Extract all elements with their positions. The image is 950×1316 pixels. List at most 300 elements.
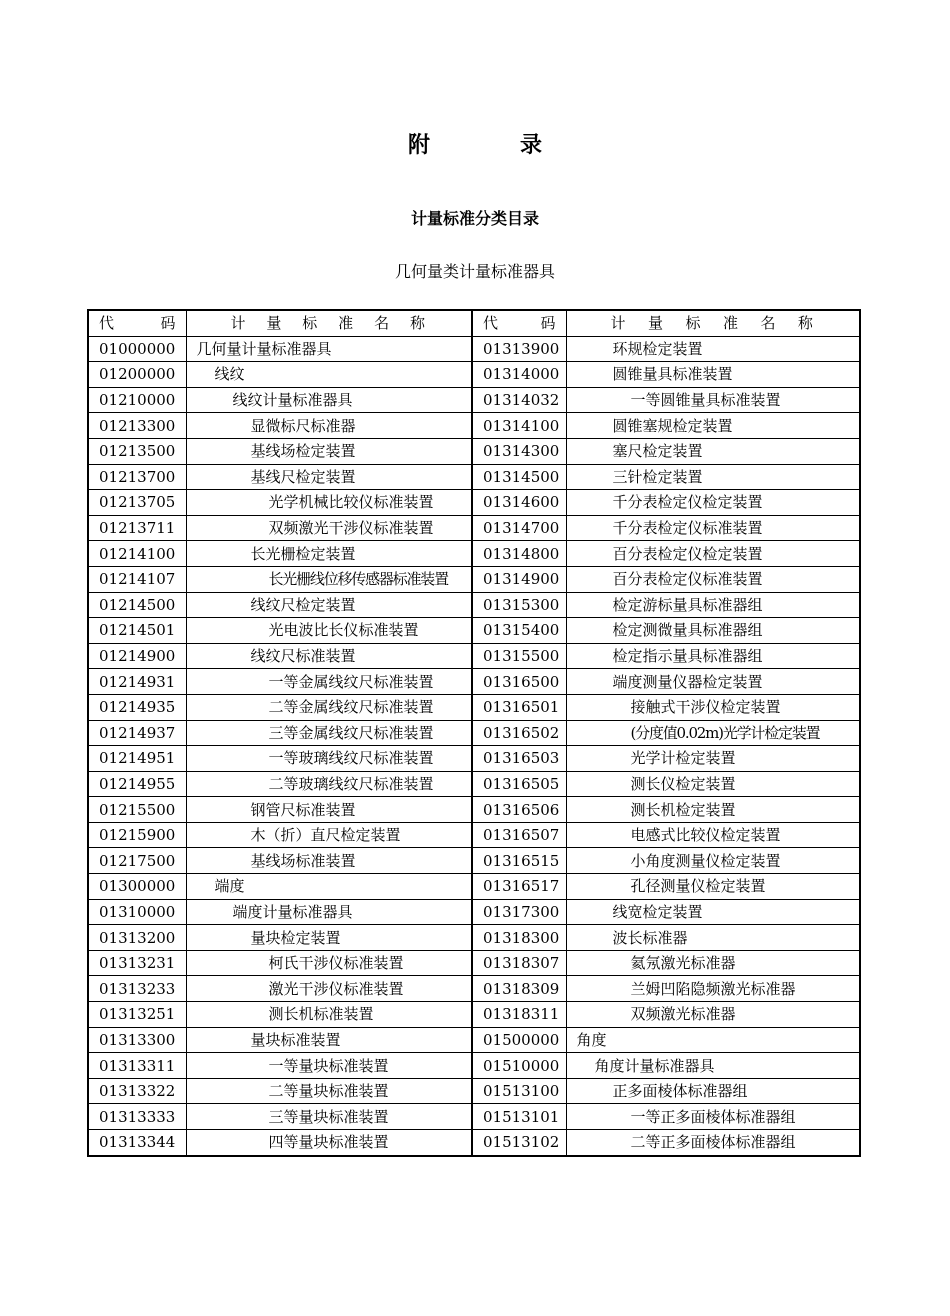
- right-code-cell: [472, 541, 566, 567]
- right-name-text: 光学计检定装置: [630, 749, 736, 768]
- table-row: [88, 592, 860, 618]
- right-code-cell: [472, 1002, 566, 1028]
- table-row: [88, 874, 860, 900]
- table-row: [88, 464, 860, 490]
- left-code-text: 01214501: [99, 621, 176, 640]
- table-row: [88, 899, 860, 925]
- left-name-text: 钢管尺标准装置: [250, 800, 356, 819]
- right-name-cell: [566, 592, 860, 618]
- right-code-text: 01318307: [483, 954, 560, 973]
- table-row: [88, 1130, 860, 1156]
- left-code-cell: [88, 822, 186, 848]
- left-code-text: 01214931: [99, 672, 176, 691]
- left-name-cell: [186, 976, 472, 1002]
- left-name-cell: [186, 720, 472, 746]
- left-name-text: 长光栅检定装置: [250, 544, 356, 563]
- right-name-cell: [566, 1078, 860, 1104]
- section-heading: 几何量类计量标准器具: [394, 262, 555, 281]
- right-name-text: 百分表检定仪标准装置: [612, 570, 763, 589]
- right-code-cell: [472, 1053, 566, 1079]
- left-name-text: 双频激光干涉仪标准装置: [268, 519, 434, 538]
- right-name-cell: [566, 515, 860, 541]
- table-row: [88, 515, 860, 541]
- left-name-cell: [186, 464, 472, 490]
- left-name-text: 线纹尺标准装置: [250, 647, 356, 666]
- left-code-cell: [88, 541, 186, 567]
- left-name-cell: [186, 515, 472, 541]
- left-name-text: 量块标准装置: [250, 1030, 341, 1049]
- left-code-text: 01313231: [99, 954, 176, 973]
- right-code-text: 01314032: [483, 391, 560, 410]
- header-char: 码: [540, 314, 556, 333]
- right-name-text: 检定测微量具标准器组: [612, 621, 763, 640]
- left-name-text: 长光栅线位移传感器标准装置: [268, 570, 448, 589]
- left-code-cell: [88, 1002, 186, 1028]
- right-name-cell: [566, 694, 860, 720]
- left-code-text: 01213700: [99, 467, 176, 486]
- table-row: [88, 669, 860, 695]
- right-code-text: 01314700: [483, 519, 560, 538]
- right-name-text: 一等正多面棱体标准器组: [630, 1107, 796, 1126]
- left-name-cell: [186, 874, 472, 900]
- right-code-text: 01315300: [483, 595, 560, 614]
- right-code-text: 01314000: [483, 365, 560, 384]
- left-code-text: 01215500: [99, 800, 176, 819]
- left-name-text: 线纹计量标准器具: [232, 391, 353, 410]
- table-row: [88, 797, 860, 823]
- left-name-cell: [186, 1002, 472, 1028]
- right-code-cell: [472, 1027, 566, 1053]
- right-name-text: 测长仪检定装置: [630, 774, 736, 793]
- right-name-cell: [566, 976, 860, 1002]
- right-name-cell: [566, 490, 860, 516]
- right-code-cell: [472, 976, 566, 1002]
- right-name-text: 圆锥塞规检定装置: [612, 416, 733, 435]
- header-char: 计: [230, 314, 246, 333]
- right-code-text: 01314500: [483, 467, 560, 486]
- left-code-text: 01214955: [99, 774, 176, 793]
- left-code-cell: [88, 566, 186, 592]
- right-name-cell: [566, 438, 860, 464]
- table-row: [88, 618, 860, 644]
- right-name-cell: [566, 1104, 860, 1130]
- left-code-text: 01313200: [99, 928, 176, 947]
- left-code-text: 01214500: [99, 595, 176, 614]
- left-name-text: 光学机械比较仪标准装置: [268, 493, 434, 512]
- right-code-text: 01316506: [483, 800, 560, 819]
- left-name-cell: [186, 1053, 472, 1079]
- right-code-text: 01513100: [483, 1082, 560, 1101]
- right-name-cell: [566, 797, 860, 823]
- right-code-text: 01315500: [483, 647, 560, 666]
- left-code-text: 01213300: [99, 416, 176, 435]
- right-code-cell: [472, 566, 566, 592]
- right-code-text: 01313900: [483, 339, 560, 358]
- header-char: 称: [409, 314, 425, 333]
- left-code-text: 01313311: [99, 1056, 176, 1075]
- right-name-text: 氦氖激光标准器: [630, 954, 736, 973]
- right-code-text: 01513102: [483, 1133, 560, 1152]
- right-code-text: 01314900: [483, 570, 560, 589]
- right-name-text: 三针检定装置: [612, 467, 703, 486]
- appendix-title: 附 录: [407, 133, 576, 158]
- left-name-text: 三等金属线纹尺标准装置: [268, 723, 434, 742]
- left-name-text: 三等量块标准装置: [268, 1107, 389, 1126]
- right-code-text: 01318300: [483, 928, 560, 947]
- left-code-cell: [88, 694, 186, 720]
- header-char: 称: [797, 314, 813, 333]
- right-code-cell: [472, 464, 566, 490]
- left-name-cell: [186, 1130, 472, 1156]
- right-code-cell: [472, 874, 566, 900]
- right-code-text: 01318311: [483, 1005, 560, 1024]
- right-code-cell: [472, 387, 566, 413]
- left-name-text: 测长机标准装置: [268, 1005, 374, 1024]
- left-code-text: 01313251: [99, 1005, 176, 1024]
- header-char: 码: [160, 314, 176, 333]
- table-row: [88, 1053, 860, 1079]
- right-name-cell: [566, 336, 860, 362]
- left-code-text: 01313233: [99, 979, 176, 998]
- left-name-text: 量块检定装置: [250, 928, 341, 947]
- right-name-text: 端度测量仪器检定装置: [612, 672, 763, 691]
- catalog-subtitle: 计量标准分类目录: [410, 209, 539, 228]
- right-name-cell: [566, 566, 860, 592]
- table-row: [88, 643, 860, 669]
- right-code-cell: [472, 925, 566, 951]
- right-code-text: 01315400: [483, 621, 560, 640]
- left-code-cell: [88, 771, 186, 797]
- left-code-cell: [88, 950, 186, 976]
- right-code-text: 01513101: [483, 1107, 560, 1126]
- left-name-text: 二等玻璃线纹尺标准装置: [268, 774, 434, 793]
- right-name-cell: [566, 771, 860, 797]
- header-char: 计: [610, 314, 626, 333]
- left-code-text: 01210000: [99, 391, 176, 410]
- left-name-cell: [186, 592, 472, 618]
- right-name-cell: [566, 387, 860, 413]
- right-code-cell: [472, 899, 566, 925]
- right-name-cell: [566, 925, 860, 951]
- left-name-text: 一等量块标准装置: [268, 1056, 389, 1075]
- right-code-cell: [472, 950, 566, 976]
- left-code-text: 01313300: [99, 1030, 176, 1049]
- right-code-cell: [472, 797, 566, 823]
- left-name-cell: [186, 1104, 472, 1130]
- table-row: [88, 413, 860, 439]
- left-name-cell: [186, 336, 472, 362]
- left-name-cell: [186, 541, 472, 567]
- left-name-cell: [186, 643, 472, 669]
- right-code-text: 01314800: [483, 544, 560, 563]
- table-row: [88, 848, 860, 874]
- left-name-text: 基线尺检定装置: [250, 467, 356, 486]
- table-row: [88, 1027, 860, 1053]
- left-code-text: 01313322: [99, 1082, 176, 1101]
- left-code-text: 01214951: [99, 749, 176, 768]
- right-name-text: 塞尺检定装置: [612, 442, 703, 461]
- right-name-cell: [566, 1053, 860, 1079]
- right-name-cell: [566, 413, 860, 439]
- header-char: 代: [99, 314, 115, 333]
- left-name-text: 端度: [214, 877, 245, 896]
- table-row: [88, 950, 860, 976]
- right-name-text: 正多面棱体标准器组: [612, 1082, 748, 1101]
- right-code-cell: [472, 771, 566, 797]
- left-name-cell: [186, 566, 472, 592]
- left-code-cell: [88, 1027, 186, 1053]
- header-name-right: [566, 310, 860, 336]
- right-code-text: 01314100: [483, 416, 560, 435]
- right-name-text: 检定游标量具标准器组: [612, 595, 763, 614]
- right-name-text: 百分表检定仪检定装置: [612, 544, 763, 563]
- table-row: [88, 1104, 860, 1130]
- left-code-cell: [88, 669, 186, 695]
- right-name-cell: [566, 746, 860, 772]
- right-code-text: 01316515: [483, 851, 560, 870]
- right-name-text: 千分表检定仪检定装置: [612, 493, 763, 512]
- right-name-cell: [566, 618, 860, 644]
- left-code-cell: [88, 1078, 186, 1104]
- right-name-text: 角度计量标准器具: [594, 1056, 715, 1075]
- right-name-cell: [566, 464, 860, 490]
- left-name-cell: [186, 848, 472, 874]
- left-name-text: 一等玻璃线纹尺标准装置: [268, 749, 434, 768]
- right-code-cell: [472, 438, 566, 464]
- right-code-cell: [472, 362, 566, 388]
- header-char: 准: [338, 314, 354, 333]
- left-code-cell: [88, 438, 186, 464]
- right-code-text: 01316505: [483, 774, 560, 793]
- right-code-cell: [472, 618, 566, 644]
- table-row: [88, 720, 860, 746]
- right-name-text: 环规检定装置: [612, 339, 703, 358]
- left-name-cell: [186, 771, 472, 797]
- left-code-cell: [88, 592, 186, 618]
- table-row: [88, 822, 860, 848]
- left-code-text: 01214100: [99, 544, 176, 563]
- left-name-text: 端度计量标准器具: [232, 902, 353, 921]
- right-name-cell: [566, 669, 860, 695]
- left-code-cell: [88, 387, 186, 413]
- right-code-text: 01500000: [483, 1030, 560, 1049]
- table-row: [88, 438, 860, 464]
- right-name-cell: [566, 822, 860, 848]
- left-name-cell: [186, 438, 472, 464]
- table-row: [88, 925, 860, 951]
- right-name-text: (分度值0.02m)光学计检定装置: [630, 723, 820, 742]
- right-name-cell: [566, 541, 860, 567]
- left-name-cell: [186, 1078, 472, 1104]
- left-name-cell: [186, 822, 472, 848]
- header-char: 名: [760, 314, 776, 333]
- right-name-cell: [566, 1002, 860, 1028]
- table-body: [88, 336, 860, 1156]
- right-code-text: 01316503: [483, 749, 560, 768]
- left-code-text: 01213705: [99, 493, 176, 512]
- standards-table: [87, 309, 861, 1157]
- right-name-cell: [566, 1130, 860, 1156]
- left-name-text: 二等金属线纹尺标准装置: [268, 698, 434, 717]
- left-name-cell: [186, 950, 472, 976]
- left-code-cell: [88, 797, 186, 823]
- right-code-cell: [472, 413, 566, 439]
- right-code-cell: [472, 822, 566, 848]
- left-code-cell: [88, 848, 186, 874]
- header-char: 准: [722, 314, 738, 333]
- left-name-text: 线纹: [214, 365, 245, 384]
- right-code-cell: [472, 1130, 566, 1156]
- right-code-cell: [472, 1104, 566, 1130]
- left-code-text: 01214107: [99, 570, 176, 589]
- right-name-cell: [566, 1027, 860, 1053]
- left-code-text: 01213711: [99, 519, 176, 538]
- left-code-cell: [88, 336, 186, 362]
- right-name-text: 二等正多面棱体标准器组: [630, 1133, 796, 1152]
- right-code-text: 01314600: [483, 493, 560, 512]
- left-name-cell: [186, 899, 472, 925]
- right-name-cell: [566, 362, 860, 388]
- left-name-text: 木（折）直尺检定装置: [250, 826, 401, 845]
- right-name-text: 测长机检定装置: [630, 800, 736, 819]
- left-code-cell: [88, 1053, 186, 1079]
- left-code-cell: [88, 976, 186, 1002]
- right-name-text: 兰姆凹陷隐频激光标准器: [630, 979, 796, 998]
- left-name-cell: [186, 618, 472, 644]
- left-name-cell: [186, 797, 472, 823]
- right-name-text: 波长标准器: [612, 928, 688, 947]
- right-code-text: 01317300: [483, 902, 560, 921]
- left-name-text: 二等量块标准装置: [268, 1082, 389, 1101]
- header-code-left: [88, 310, 186, 336]
- header-char: 名: [374, 314, 390, 333]
- right-code-text: 01316507: [483, 826, 560, 845]
- right-code-text: 01316501: [483, 698, 560, 717]
- right-name-cell: [566, 899, 860, 925]
- left-code-text: 01214900: [99, 647, 176, 666]
- right-name-text: 一等圆锥量具标准装置: [630, 391, 781, 410]
- right-name-text: 电感式比较仪检定装置: [630, 826, 781, 845]
- left-code-cell: [88, 899, 186, 925]
- left-code-cell: [88, 874, 186, 900]
- right-code-text: 01316517: [483, 877, 560, 896]
- right-code-text: 01314300: [483, 442, 560, 461]
- right-name-text: 检定指示量具标准器组: [612, 647, 763, 666]
- left-name-text: 光电波比长仪标准装置: [268, 621, 419, 640]
- left-name-text: 线纹尺检定装置: [250, 595, 356, 614]
- header-char: 量: [647, 314, 663, 333]
- left-code-text: 01217500: [99, 851, 176, 870]
- left-code-text: 01214935: [99, 698, 176, 717]
- right-name-cell: [566, 950, 860, 976]
- table-row: [88, 746, 860, 772]
- left-name-text: 一等金属线纹尺标准装置: [268, 672, 434, 691]
- right-code-cell: [472, 694, 566, 720]
- right-name-text: 孔径测量仪检定装置: [630, 877, 766, 896]
- left-code-cell: [88, 720, 186, 746]
- header-char: 代: [483, 314, 499, 333]
- table-row: [88, 541, 860, 567]
- right-name-cell: [566, 874, 860, 900]
- left-name-text: 四等量块标准装置: [268, 1133, 389, 1152]
- table-row: [88, 336, 860, 362]
- left-code-text: 01213500: [99, 442, 176, 461]
- left-name-cell: [186, 387, 472, 413]
- left-code-text: 01215900: [99, 826, 176, 845]
- right-name-text: 圆锥量具标准装置: [612, 365, 733, 384]
- right-code-text: 01316502: [483, 723, 560, 742]
- table-row: [88, 362, 860, 388]
- right-code-cell: [472, 643, 566, 669]
- right-name-text: 双频激光标准器: [630, 1005, 736, 1024]
- right-code-cell: [472, 746, 566, 772]
- table-row: [88, 1002, 860, 1028]
- right-name-cell: [566, 848, 860, 874]
- left-code-text: 01310000: [99, 902, 176, 921]
- table-row: [88, 566, 860, 592]
- left-name-cell: [186, 694, 472, 720]
- right-code-cell: [472, 848, 566, 874]
- left-name-text: 柯氏干涉仪标准装置: [268, 954, 404, 973]
- left-code-cell: [88, 1130, 186, 1156]
- right-code-cell: [472, 592, 566, 618]
- left-name-cell: [186, 490, 472, 516]
- right-code-text: 01510000: [483, 1056, 560, 1075]
- header-char: 标: [302, 314, 318, 333]
- table-row: [88, 771, 860, 797]
- table-row: [88, 387, 860, 413]
- header-code-right: [472, 310, 566, 336]
- left-name-cell: [186, 925, 472, 951]
- right-code-text: 01318309: [483, 979, 560, 998]
- right-code-cell: [472, 336, 566, 362]
- header-name-left: [186, 310, 472, 336]
- left-code-cell: [88, 362, 186, 388]
- table-row: [88, 1078, 860, 1104]
- right-code-cell: [472, 1078, 566, 1104]
- left-code-cell: [88, 413, 186, 439]
- table-header-row: [88, 310, 860, 336]
- right-code-cell: [472, 515, 566, 541]
- left-code-text: 01313333: [99, 1107, 176, 1126]
- table-row: [88, 976, 860, 1002]
- left-code-text: 01214937: [99, 723, 176, 742]
- left-name-text: 基线场检定装置: [250, 442, 356, 461]
- right-code-text: 01316500: [483, 672, 560, 691]
- left-code-cell: [88, 746, 186, 772]
- right-name-cell: [566, 643, 860, 669]
- table-row: [88, 490, 860, 516]
- left-code-text: 01300000: [99, 877, 176, 896]
- left-code-cell: [88, 464, 186, 490]
- left-name-cell: [186, 669, 472, 695]
- left-code-cell: [88, 1104, 186, 1130]
- left-code-cell: [88, 515, 186, 541]
- left-name-text: 几何量计量标准器具: [196, 339, 332, 358]
- right-name-cell: [566, 720, 860, 746]
- left-code-cell: [88, 490, 186, 516]
- left-code-text: 01313344: [99, 1133, 176, 1152]
- right-name-text: 角度: [576, 1030, 607, 1049]
- right-code-cell: [472, 720, 566, 746]
- left-name-cell: [186, 1027, 472, 1053]
- left-code-cell: [88, 618, 186, 644]
- left-code-cell: [88, 925, 186, 951]
- left-name-text: 激光干涉仪标准装置: [268, 979, 404, 998]
- right-name-text: 小角度测量仪检定装置: [630, 851, 781, 870]
- left-name-cell: [186, 746, 472, 772]
- right-code-cell: [472, 669, 566, 695]
